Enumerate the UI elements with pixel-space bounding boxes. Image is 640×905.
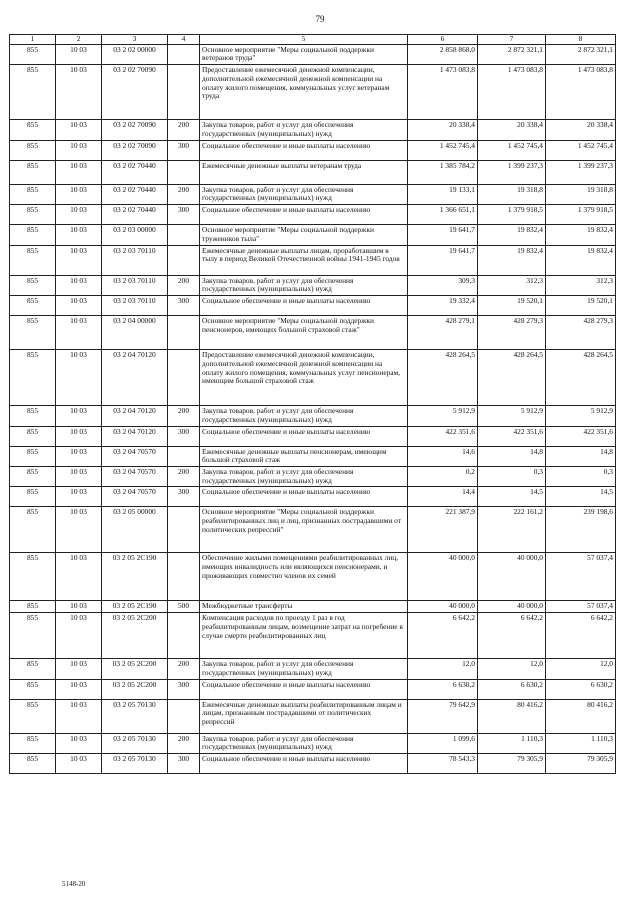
row-value-col8: 1 379 918,5 — [546, 205, 616, 225]
row-code-target: 03 2 02 70440 — [102, 184, 168, 204]
row-name: Ежемесячные денежные выплаты ветеранам труда — [200, 160, 408, 184]
row-code-expense-type: 200 — [168, 467, 200, 487]
table-row — [10, 184, 616, 204]
row-value-col8: 422 351,6 — [546, 426, 616, 446]
table-row — [10, 160, 616, 184]
row-code-target: 03 2 02 70090 — [102, 120, 168, 140]
row-value-col6: 5 912,9 — [408, 406, 478, 426]
row-value-col6: 0,2 — [408, 467, 478, 487]
row-code-section: 10 03 — [56, 120, 102, 140]
row-code-target: 03 2 05 00000 — [102, 507, 168, 553]
row-code-section: 10 03 — [56, 184, 102, 204]
row-code-ministry: 855 — [10, 733, 56, 753]
row-code-ministry: 855 — [10, 296, 56, 316]
row-code-ministry: 855 — [10, 205, 56, 225]
row-code-target: 03 2 05 2С200 — [102, 659, 168, 679]
table-row — [10, 553, 616, 601]
row-value-col7: 19 832,4 — [478, 245, 546, 275]
row-value-col8: 19 832,4 — [546, 245, 616, 275]
row-value-col6: 40 000,0 — [408, 553, 478, 601]
row-code-section: 10 03 — [56, 754, 102, 774]
row-code-target: 03 2 03 70110 — [102, 245, 168, 275]
row-value-col8: 1 473 083,8 — [546, 65, 616, 120]
row-code-expense-type: 200 — [168, 275, 200, 295]
row-value-col8: 12,0 — [546, 659, 616, 679]
row-code-ministry: 855 — [10, 613, 56, 659]
row-code-section: 10 03 — [56, 65, 102, 120]
row-code-expense-type — [168, 245, 200, 275]
row-code-ministry: 855 — [10, 225, 56, 245]
row-value-col8: 428 264,5 — [546, 350, 616, 406]
row-value-col6: 40 000,0 — [408, 601, 478, 613]
row-value-col6: 1 452 745,4 — [408, 140, 478, 160]
row-value-col8: 14,8 — [546, 446, 616, 466]
column-header: 4 — [168, 35, 200, 45]
row-value-col6: 14,4 — [408, 487, 478, 507]
row-code-expense-type: 300 — [168, 754, 200, 774]
row-name: Предоставление ежемесячной денежной компенсации, дополнительной ежемесячной денежной компенсации на оплату жилого помещения, коммунальных услуг ветеранам труда — [200, 65, 408, 120]
table-row — [10, 225, 616, 245]
row-value-col7: 14,8 — [478, 446, 546, 466]
row-value-col6: 2 858 868,0 — [408, 44, 478, 64]
row-code-ministry: 855 — [10, 487, 56, 507]
row-code-expense-type: 200 — [168, 406, 200, 426]
row-value-col8: 57 037,4 — [546, 553, 616, 601]
row-code-ministry: 855 — [10, 120, 56, 140]
table-row — [10, 65, 616, 120]
row-code-section: 10 03 — [56, 426, 102, 446]
row-code-target: 03 2 05 2С200 — [102, 613, 168, 659]
table-body — [10, 44, 616, 773]
table-row — [10, 659, 616, 679]
row-value-col7: 422 351,6 — [478, 426, 546, 446]
row-code-expense-type: 500 — [168, 601, 200, 613]
row-value-col6: 79 642,9 — [408, 699, 478, 733]
row-code-expense-type: 200 — [168, 659, 200, 679]
row-code-ministry: 855 — [10, 275, 56, 295]
row-code-section: 10 03 — [56, 316, 102, 350]
row-name: Основное мероприятие "Меры социальной поддержки реабилитированных лиц и лиц, признанных пострадавшими от политических репрессий" — [200, 507, 408, 553]
row-value-col6: 221 387,9 — [408, 507, 478, 553]
table-row — [10, 316, 616, 350]
row-value-col8: 5 912,9 — [546, 406, 616, 426]
row-name: Основное мероприятие "Меры социальной поддержки пенсионеров, имеющих большой страховой стаж" — [200, 316, 408, 350]
row-value-col6: 428 279,1 — [408, 316, 478, 350]
row-value-col8: 6 630,2 — [546, 679, 616, 699]
row-code-target: 03 2 02 70440 — [102, 160, 168, 184]
row-code-expense-type: 300 — [168, 679, 200, 699]
row-code-section: 10 03 — [56, 140, 102, 160]
row-code-section: 10 03 — [56, 44, 102, 64]
row-value-col8: 428 279,3 — [546, 316, 616, 350]
table-row — [10, 754, 616, 774]
row-value-col6: 19 641,7 — [408, 225, 478, 245]
row-value-col6: 1 473 083,8 — [408, 65, 478, 120]
row-code-ministry: 855 — [10, 754, 56, 774]
row-code-ministry: 855 — [10, 160, 56, 184]
table-row — [10, 406, 616, 426]
row-value-col6: 19 332,4 — [408, 296, 478, 316]
row-name: Предоставление ежемесячной денежной компенсации, дополнительной ежемесячной денежной компенсации на оплату жилого помещения, коммунальных услуг пенсионерам, имеющим большой страховой стаж — [200, 350, 408, 406]
table-row — [10, 350, 616, 406]
row-value-col7: 1 379 918,5 — [478, 205, 546, 225]
row-value-col8: 79 305,9 — [546, 754, 616, 774]
table-row — [10, 487, 616, 507]
row-code-section: 10 03 — [56, 446, 102, 466]
row-value-col7: 14,5 — [478, 487, 546, 507]
row-code-target: 03 2 05 2С200 — [102, 679, 168, 699]
row-value-col8: 312,3 — [546, 275, 616, 295]
row-code-section: 10 03 — [56, 160, 102, 184]
row-name: Социальное обеспечение и иные выплаты населению — [200, 679, 408, 699]
row-code-ministry: 855 — [10, 507, 56, 553]
row-name: Компенсация расходов по проезду 1 раз в год реабилитированным лицам, возмещение затрат на погребение в случае смерти реабилитированных лиц — [200, 613, 408, 659]
row-value-col7: 0,3 — [478, 467, 546, 487]
row-value-col7: 79 305,9 — [478, 754, 546, 774]
row-value-col8: 57 037,4 — [546, 601, 616, 613]
row-value-col7: 80 416,2 — [478, 699, 546, 733]
row-value-col8: 19 520,1 — [546, 296, 616, 316]
row-code-ministry: 855 — [10, 65, 56, 120]
row-value-col7: 428 264,5 — [478, 350, 546, 406]
row-code-ministry: 855 — [10, 446, 56, 466]
table-row — [10, 245, 616, 275]
row-code-target: 03 2 05 70130 — [102, 754, 168, 774]
row-value-col6: 1 099,6 — [408, 733, 478, 753]
row-name: Социальное обеспечение и иные выплаты населению — [200, 487, 408, 507]
row-name: Ежемесячные денежные выплаты лицам, проработавшим в тылу в период Великой Отечественной войны 1941-1945 годов — [200, 245, 408, 275]
row-code-ministry: 855 — [10, 316, 56, 350]
row-code-ministry: 855 — [10, 679, 56, 699]
column-header: 8 — [546, 35, 616, 45]
row-code-section: 10 03 — [56, 275, 102, 295]
table-row — [10, 446, 616, 466]
row-value-col7: 1 473 083,8 — [478, 65, 546, 120]
row-value-col8: 2 872 321,1 — [546, 44, 616, 64]
row-value-col8: 19 832,4 — [546, 225, 616, 245]
row-code-expense-type — [168, 613, 200, 659]
table-row — [10, 120, 616, 140]
row-value-col6: 1 385 784,2 — [408, 160, 478, 184]
row-value-col7: 2 872 321,1 — [478, 44, 546, 64]
row-name: Основное мероприятие "Меры социальной поддержки ветеранов труда" — [200, 44, 408, 64]
row-value-col8: 6 642,2 — [546, 613, 616, 659]
row-name: Социальное обеспечение и иные выплаты населению — [200, 426, 408, 446]
row-code-target: 03 2 04 70570 — [102, 467, 168, 487]
row-code-ministry: 855 — [10, 601, 56, 613]
row-value-col8: 1 399 237,3 — [546, 160, 616, 184]
row-code-ministry: 855 — [10, 245, 56, 275]
table-row — [10, 205, 616, 225]
row-code-ministry: 855 — [10, 553, 56, 601]
row-code-target: 03 2 05 2С190 — [102, 553, 168, 601]
row-name: Ежемесячные денежные выплаты пенсионерам, имеющим большой страховой стаж — [200, 446, 408, 466]
row-code-ministry: 855 — [10, 699, 56, 733]
row-value-col8: 19 318,8 — [546, 184, 616, 204]
row-value-col7: 1 399 237,3 — [478, 160, 546, 184]
row-name: Социальное обеспечение и иные выплаты населению — [200, 140, 408, 160]
row-value-col7: 6 642,2 — [478, 613, 546, 659]
row-code-expense-type: 200 — [168, 120, 200, 140]
row-value-col7: 1 452 745,4 — [478, 140, 546, 160]
row-code-section: 10 03 — [56, 601, 102, 613]
row-value-col6: 14,6 — [408, 446, 478, 466]
column-header: 3 — [102, 35, 168, 45]
table-row — [10, 613, 616, 659]
row-name: Закупка товаров, работ и услуг для обеспечения государственных (муниципальных) нужд — [200, 406, 408, 426]
row-value-col6: 309,3 — [408, 275, 478, 295]
table-row — [10, 426, 616, 446]
row-code-target: 03 2 04 00000 — [102, 316, 168, 350]
row-code-target: 03 2 02 70090 — [102, 65, 168, 120]
row-name: Обеспечение жилыми помещениями реабилитированных лиц, имеющих инвалидность или являющихся пенсионерами, и проживающих совместно членов их семей — [200, 553, 408, 601]
row-value-col7: 19 832,4 — [478, 225, 546, 245]
row-value-col8: 1 110,3 — [546, 733, 616, 753]
table-row — [10, 733, 616, 753]
row-value-col7: 5 912,9 — [478, 406, 546, 426]
table-row — [10, 275, 616, 295]
row-name: Основное мероприятие "Меры социальной поддержки тружеников тыла" — [200, 225, 408, 245]
row-code-section: 10 03 — [56, 225, 102, 245]
row-code-expense-type: 300 — [168, 140, 200, 160]
row-value-col7: 19 520,1 — [478, 296, 546, 316]
row-value-col8: 14,5 — [546, 487, 616, 507]
row-value-col6: 12,0 — [408, 659, 478, 679]
row-value-col6: 6 642,2 — [408, 613, 478, 659]
row-code-expense-type — [168, 553, 200, 601]
row-code-ministry: 855 — [10, 140, 56, 160]
page-number: 79 — [315, 14, 325, 24]
row-value-col7: 12,0 — [478, 659, 546, 679]
row-code-expense-type — [168, 507, 200, 553]
row-code-section: 10 03 — [56, 553, 102, 601]
row-value-col7: 40 000,0 — [478, 553, 546, 601]
row-value-col8: 0,3 — [546, 467, 616, 487]
table-row — [10, 507, 616, 553]
row-code-target: 03 2 05 70130 — [102, 699, 168, 733]
row-code-target: 03 2 05 2С190 — [102, 601, 168, 613]
row-value-col7: 6 630,2 — [478, 679, 546, 699]
row-value-col7: 222 161,2 — [478, 507, 546, 553]
row-name: Закупка товаров, работ и услуг для обеспечения государственных (муниципальных) нужд — [200, 184, 408, 204]
row-code-ministry: 855 — [10, 467, 56, 487]
row-code-expense-type — [168, 699, 200, 733]
row-code-target: 03 2 02 00000 — [102, 44, 168, 64]
row-code-section: 10 03 — [56, 507, 102, 553]
row-code-target: 03 2 02 70440 — [102, 205, 168, 225]
row-name: Закупка товаров, работ и услуг для обеспечения государственных (муниципальных) нужд — [200, 733, 408, 753]
row-value-col8: 239 198,6 — [546, 507, 616, 553]
row-code-section: 10 03 — [56, 679, 102, 699]
row-code-ministry: 855 — [10, 426, 56, 446]
row-code-target: 03 2 04 70570 — [102, 446, 168, 466]
row-name: Социальное обеспечение и иные выплаты населению — [200, 754, 408, 774]
table-row — [10, 699, 616, 733]
row-name: Социальное обеспечение и иные выплаты населению — [200, 205, 408, 225]
row-code-section: 10 03 — [56, 467, 102, 487]
row-value-col7: 19 318,8 — [478, 184, 546, 204]
row-code-expense-type: 300 — [168, 487, 200, 507]
row-code-section: 10 03 — [56, 659, 102, 679]
row-code-target: 03 2 04 70120 — [102, 350, 168, 406]
row-name: Закупка товаров, работ и услуг для обеспечения государственных (муниципальных) нужд — [200, 275, 408, 295]
row-value-col6: 20 338,4 — [408, 120, 478, 140]
row-name: Закупка товаров, работ и услуг для обеспечения государственных (муниципальных) нужд — [200, 467, 408, 487]
row-code-target: 03 2 02 70090 — [102, 140, 168, 160]
column-header: 5 — [200, 35, 408, 45]
table-row — [10, 140, 616, 160]
budget-table — [9, 34, 616, 774]
row-code-expense-type: 200 — [168, 184, 200, 204]
row-code-section: 10 03 — [56, 487, 102, 507]
row-value-col6: 6 630,2 — [408, 679, 478, 699]
row-code-target: 03 2 04 70570 — [102, 487, 168, 507]
column-header: 7 — [478, 35, 546, 45]
row-value-col7: 312,3 — [478, 275, 546, 295]
row-value-col7: 40 000,0 — [478, 601, 546, 613]
row-code-target: 03 2 04 70120 — [102, 426, 168, 446]
row-code-ministry: 855 — [10, 406, 56, 426]
row-code-target: 03 2 04 70120 — [102, 406, 168, 426]
row-code-target: 03 2 03 70110 — [102, 275, 168, 295]
row-code-section: 10 03 — [56, 733, 102, 753]
row-code-section: 10 03 — [56, 245, 102, 275]
row-code-target: 03 2 03 70110 — [102, 296, 168, 316]
row-code-expense-type: 200 — [168, 733, 200, 753]
row-code-target: 03 2 05 70130 — [102, 733, 168, 753]
table-header-row — [10, 35, 616, 45]
row-value-col7: 20 338,4 — [478, 120, 546, 140]
row-name: Межбюджетные трансферты — [200, 601, 408, 613]
row-code-expense-type — [168, 65, 200, 120]
row-name: Социальное обеспечение и иные выплаты населению — [200, 296, 408, 316]
row-code-expense-type: 300 — [168, 426, 200, 446]
row-value-col7: 428 279,3 — [478, 316, 546, 350]
row-code-expense-type: 300 — [168, 296, 200, 316]
row-code-section: 10 03 — [56, 613, 102, 659]
row-code-ministry: 855 — [10, 184, 56, 204]
row-name: Ежемесячные денежные выплаты реабилитированным лицам и лицам, признанным пострадавшими от политических репрессий — [200, 699, 408, 733]
table-row — [10, 601, 616, 613]
table-row — [10, 679, 616, 699]
row-value-col8: 1 452 745,4 — [546, 140, 616, 160]
row-code-expense-type — [168, 350, 200, 406]
row-code-section: 10 03 — [56, 699, 102, 733]
row-value-col6: 428 264,5 — [408, 350, 478, 406]
table-row — [10, 44, 616, 64]
row-value-col6: 1 366 651,1 — [408, 205, 478, 225]
row-code-expense-type — [168, 44, 200, 64]
row-code-expense-type — [168, 446, 200, 466]
row-code-ministry: 855 — [10, 44, 56, 64]
row-code-section: 10 03 — [56, 350, 102, 406]
row-name: Закупка товаров, работ и услуг для обеспечения государственных (муниципальных) нужд — [200, 120, 408, 140]
row-code-section: 10 03 — [56, 296, 102, 316]
row-code-expense-type — [168, 160, 200, 184]
table-row — [10, 467, 616, 487]
row-value-col6: 78 543,3 — [408, 754, 478, 774]
row-code-section: 10 03 — [56, 406, 102, 426]
row-value-col6: 19 641,7 — [408, 245, 478, 275]
row-code-ministry: 855 — [10, 659, 56, 679]
row-code-expense-type — [168, 316, 200, 350]
footer-code: 5148-20 — [62, 880, 86, 888]
row-code-expense-type: 300 — [168, 205, 200, 225]
row-value-col8: 80 416,2 — [546, 699, 616, 733]
row-value-col7: 1 110,3 — [478, 733, 546, 753]
row-name: Закупка товаров, работ и услуг для обеспечения государственных (муниципальных) нужд — [200, 659, 408, 679]
column-header: 1 — [10, 35, 56, 45]
table-row — [10, 296, 616, 316]
row-value-col6: 19 133,1 — [408, 184, 478, 204]
row-value-col8: 20 338,4 — [546, 120, 616, 140]
row-value-col6: 422 351,6 — [408, 426, 478, 446]
column-header: 2 — [56, 35, 102, 45]
row-code-expense-type — [168, 225, 200, 245]
row-code-ministry: 855 — [10, 350, 56, 406]
column-header: 6 — [408, 35, 478, 45]
row-code-target: 03 2 03 00000 — [102, 225, 168, 245]
row-code-section: 10 03 — [56, 205, 102, 225]
